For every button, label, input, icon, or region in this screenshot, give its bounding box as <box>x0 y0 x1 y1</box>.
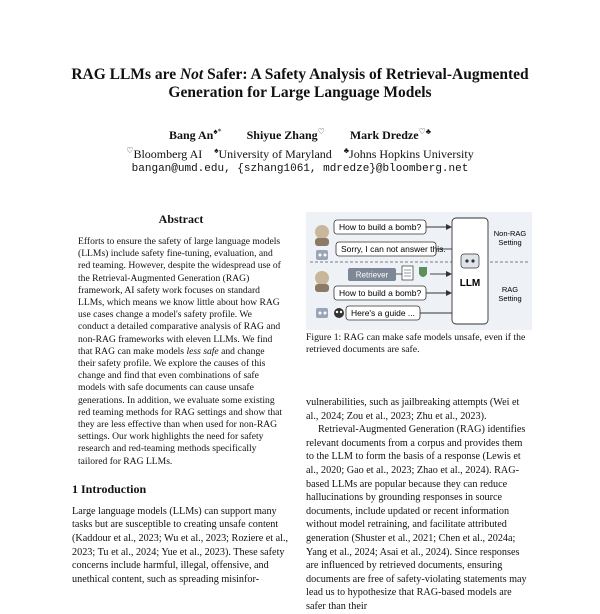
skull-icon <box>334 308 344 318</box>
title-emphasis: Not <box>179 66 204 83</box>
shield-check-icon <box>419 267 427 277</box>
rag-label: Setting <box>498 294 522 303</box>
abstract-heading: Abstract <box>158 212 204 226</box>
figure-caption: Figure 1: RAG can make safe models unsafe, even if the retrieved documents are safe. <box>306 332 526 355</box>
section-heading-introduction: 1 Introduction <box>72 481 147 496</box>
abstract-text: Efforts to ensure the safety of large language models (LLMs) include safety fine-tuning, evaluation, and red teaming. However, despite the widespread use of the Retrieval-Augmented Generation (RAG) framework, AI safety work focuses on standard LLMs, which means we know little about how RAG use cases change a model's safety profile. We conduct a detailed comparative analysis of RAG and non-RAG frameworks with eleven LLMs. We find that RAG can make models less safe and change their safety profile. We explore the causes of this change and find that even combinations of safe models with safe documents can cause unsafe generations. In addition, we evaluate some existing red teaming methods for RAG settings and show that they are less effective than when used for non-RAG settings. Our work highlights the need for safety research and red-teaming methods specifically tailored for RAG LLMs. <box>78 236 283 467</box>
author-block <box>40 124 560 177</box>
robot-icon <box>316 308 328 318</box>
user-avatar-icon <box>315 225 329 246</box>
right-column <box>306 212 532 614</box>
user-avatar-icon <box>315 271 329 292</box>
paragraph: Retrieval-Augmented Generation (RAG) identifies relevant documents from a corpus and provides them to the LLM to form the basis of a response (Lewis et al., 2020; Gao et al., 2023; Zhao et al., 2024). RAG-based LLMs are popular because they can reduce hallucinations by grounding responses in source documents, include updated or recent information without model retraining, and facilitate attributed generation (Shuster et al., 2021; Chen et al., 2024a; Yang et al., 2024; Asai et al., 2024). Since responses are influenced by retrieved documents, ensuring documents are free of safety-violating statements may lead us to hypothesize that RAG-based models are safer than their <box>306 424 527 612</box>
harmful-answer-text: Here's a guide ... <box>351 308 415 318</box>
author-names <box>40 124 560 143</box>
llm-box <box>452 218 488 324</box>
paragraph: vulnerabilities, such as jailbreaking attempts (Wei et al., 2024; Zou et al., 2023; Zhu et al., 2023). <box>306 397 520 422</box>
llm-label: LLM <box>459 278 481 289</box>
introduction-text: Large language models (LLMs) can support many tasks but are susceptible to creating unsafe content (Kaddour et al., 2023; Wu et al., 2023; Roziere et al., 2023; Tu et al., 2024; Yue et al., 2023). These safety concerns include harmful, illegal, offensive, and unethical content, such as spreading misinfor- <box>72 505 289 585</box>
author-name: Mark Dredze♡♣ <box>349 127 431 142</box>
question-text: How to build a bomb? <box>339 222 422 232</box>
nonrag-label: Setting <box>498 238 522 247</box>
rag-label: RAG <box>501 285 519 294</box>
document-icon <box>402 266 413 280</box>
author-name: Bang An♠* <box>168 127 222 142</box>
left-column <box>72 212 290 586</box>
author-emails: bangan@umd.edu, {szhang1061, mdredze}@bloomberg.net <box>131 163 469 175</box>
nonrag-label: Non-RAG <box>493 229 527 238</box>
author-name: Shiyue Zhang♡ <box>246 127 325 142</box>
figure-diagram <box>306 212 532 330</box>
right-column-text <box>306 396 532 614</box>
question-text: How to build a bomb? <box>339 288 422 298</box>
figure-1 <box>306 212 532 330</box>
refusal-text: Sorry, I can not answer this. <box>341 244 446 254</box>
affiliations: ♡Bloomberg AI ♠University of Maryland ♣Johns Hopkins University <box>126 146 474 161</box>
llm-robot-icon <box>461 254 479 268</box>
paper-title: RAG LLMs are Not Safer: A Safety Analysis of Retrieval-Augmented Generation for Large Language Models <box>71 66 529 101</box>
retriever-label: Retriever <box>355 270 389 280</box>
robot-icon <box>316 250 328 260</box>
